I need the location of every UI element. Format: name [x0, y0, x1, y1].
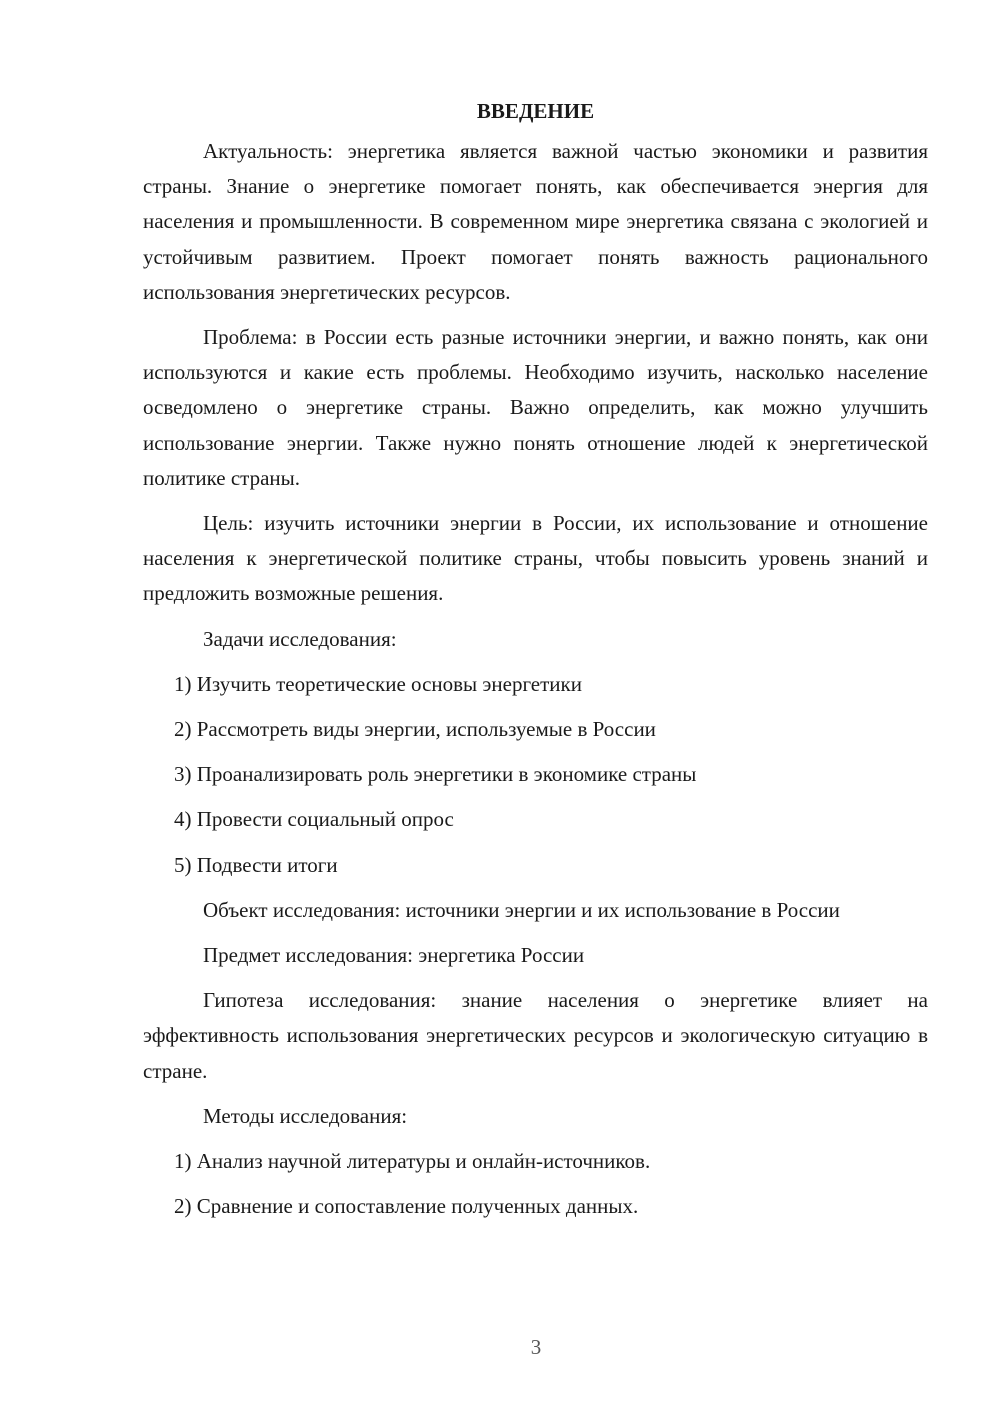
- goal-paragraph: Цель: изучить источники энергии в России, их использование и отношение населения к энергетической политике страны, чтобы повысить уровень знаний и предложить возможные решения.: [143, 511, 928, 606]
- subject-paragraph: Предмет исследования: энергетика России: [203, 943, 585, 968]
- document-page: [143, 96, 928, 1234]
- hypothesis-paragraph: Гипотеза исследования: знание населения о энергетике влияет на эффективность использования энергетических ресурсов и экологическую ситуацию в стране.: [143, 988, 928, 1083]
- section-title: ВВЕДЕНИЕ: [476, 99, 595, 123]
- tasks-label: Задачи исследования:: [203, 626, 397, 651]
- methods-label: Методы исследования:: [203, 1103, 408, 1128]
- methods-list: [143, 1144, 928, 1224]
- problem-paragraph: Проблема: в России есть разные источники энергии, и важно понять, как они используются и какие есть проблемы. Необходимо изучить, насколько население осведомлено о энергетике страны. Важно определить, как можно улучшить использование энергии. Также нужно понять отношение людей к энергетической политике страны.: [143, 325, 928, 490]
- relevance-paragraph: Актуальность: энергетика является важной частью экономики и развития страны. Знание о энергетике помогает понять, как обеспечивается энергия для населения и промышленности. В современном мире энергетика связана с экологией и устойчивым развитием. Проект помогает понять важность рационального использования энергетических ресурсов.: [143, 139, 928, 304]
- list-item: 1) Анализ научной литературы и онлайн-источников.: [174, 1149, 651, 1174]
- list-item: 5) Подвести итоги: [174, 852, 338, 877]
- page-number: 3: [530, 1335, 542, 1359]
- list-item: 1) Изучить теоретические основы энергетики: [174, 671, 582, 696]
- list-item: 3) Проанализировать роль энергетики в экономике страны: [174, 762, 697, 787]
- object-paragraph: Объект исследования: источники энергии и их использование в России: [203, 897, 840, 922]
- list-item: 2) Рассмотреть виды энергии, используемые в России: [174, 717, 656, 742]
- tasks-list: [143, 667, 928, 883]
- list-item: 2) Сравнение и сопоставление полученных данных.: [174, 1194, 639, 1219]
- list-item: 4) Провести социальный опрос: [174, 807, 454, 832]
